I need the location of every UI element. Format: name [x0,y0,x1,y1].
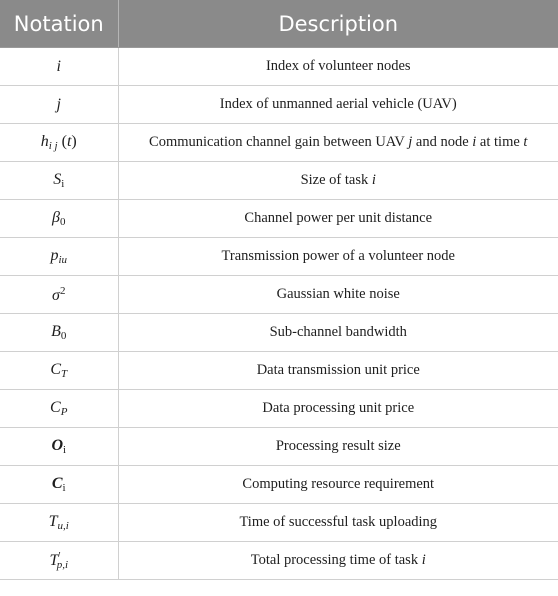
notation-base: S [53,171,62,188]
description-text: Channel power per unit distance [244,210,433,226]
notation-suffix: (t) [57,133,77,150]
notation-base: h [40,133,49,150]
notation-base: T [49,552,59,569]
notation-subscript: 0 [60,330,67,342]
description-text: Processing result size [275,438,401,454]
notation-cell [0,542,118,580]
notation-cell [0,390,118,428]
notation-symbol [51,323,66,342]
description-cell [118,276,558,314]
notation-subscript: 0 [59,216,66,228]
description-cell [118,352,558,390]
description-variable: i [472,134,477,150]
notation-cell [0,428,118,466]
description-text: at time [476,134,524,150]
description-text: Transmission power of a volunteer node [221,248,455,264]
table-row [0,390,558,428]
notation-symbol [53,171,64,190]
description-text: Total processing time of task [250,552,422,568]
notation-cell [0,86,118,124]
description-variable: j [408,134,413,150]
description-text: Gaussian white noise [276,286,400,302]
notation-subscript: p,i [56,559,69,571]
notation-base: p [50,247,59,264]
table-row [0,162,558,200]
notation-base: O [51,437,63,454]
notation-subscript: u,i [57,520,69,532]
table-body [0,48,558,580]
description-cell [118,162,558,200]
notation-cell [0,352,118,390]
notation-symbol [52,209,65,228]
table-row [0,238,558,276]
notation-superscript: 2 [59,284,66,297]
notation-cell [0,504,118,542]
description-variable: t [523,134,528,150]
description-cell [118,48,558,86]
description-header: Description [118,0,558,48]
notation-subscript: i [61,178,65,190]
description-cell [118,504,558,542]
description-cell [118,466,558,504]
notation-subscript: P [60,406,68,418]
description-text: Computing resource requirement [242,476,435,492]
notation-symbol [49,513,69,532]
notation-symbol [57,96,61,114]
notation-symbol [52,285,65,305]
notation-symbol [51,437,66,456]
notation-symbol [41,133,77,152]
table-row [0,352,558,390]
description-text: Index of unmanned aerial vehicle (UAV) [219,96,457,112]
description-text: Index of volunteer nodes [265,58,411,74]
description-variable: i [421,552,426,568]
notation-base: B [51,323,61,340]
notation-symbol [52,475,66,494]
notation-cell [0,314,118,352]
notation-cell [0,200,118,238]
notation-symbol [50,247,67,266]
description-text: Time of successful task uploading [239,514,438,530]
description-text: Data transmission unit price [256,362,420,378]
notation-base: C [51,475,63,492]
description-text: and node [412,134,473,150]
notation-symbol [57,58,61,76]
table-row [0,200,558,238]
table-row [0,314,558,352]
notation-cell [0,276,118,314]
description-cell [118,238,558,276]
table-row [0,428,558,466]
description-text: Data processing unit price [262,400,415,416]
description-cell [118,428,558,466]
notation-header: Notation [0,0,118,48]
notation-base: σ [52,286,60,304]
description-cell [118,200,558,238]
notation-cell [0,124,118,162]
notation-cell [0,48,118,86]
notation-base: C [50,399,61,416]
header-row [0,0,558,48]
notation-subscript: iu [58,254,68,266]
notation-subscript: i [62,482,66,494]
table-row [0,48,558,86]
description-cell [118,390,558,428]
notation-base: i [56,57,61,75]
description-cell [118,542,558,580]
description-text: Sub-channel bandwidth [269,324,407,340]
notation-subscript: i j [48,140,58,152]
notation-subscript: T [61,368,68,380]
table-row [0,124,558,162]
notation-base: C [50,361,62,378]
notation-symbol [50,361,67,380]
table-row [0,542,558,580]
notation-base: T [48,513,58,530]
notation-base: β [52,209,60,226]
notation-base: j [56,95,61,113]
description-cell [118,86,558,124]
table-row [0,466,558,504]
description-cell [118,124,558,162]
notation-subscript: i [63,444,67,456]
description-variable: i [371,172,376,188]
notation-superscript: ′ [58,550,61,562]
notation-cell [0,238,118,276]
notation-symbol [50,399,67,418]
description-text: Communication channel gain between UAV [149,134,409,150]
notation-cell [0,466,118,504]
description-cell [118,314,558,352]
table-row [0,504,558,542]
notation-symbol [49,550,68,571]
notation-cell [0,162,118,200]
table-row [0,86,558,124]
table-row [0,276,558,314]
description-text: Size of task [300,172,372,188]
